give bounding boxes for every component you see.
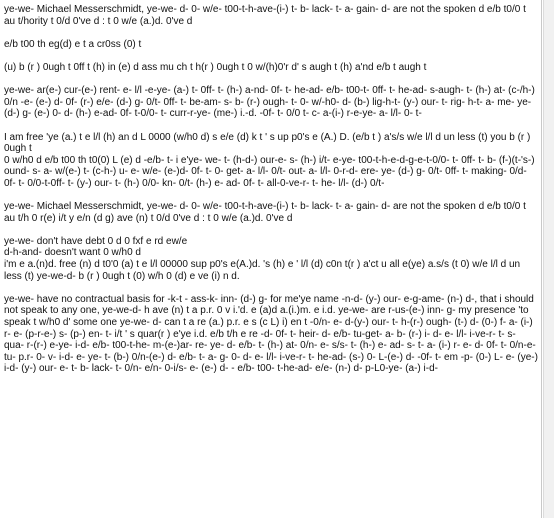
paragraph-4: ye-we- ar(e-) cur-(e-) rent- e- l/l -e-ye- (a-) t- 0ff- t- (h-) a-nd- 0f- t- he-ad- e/b- t00-t- 0ff- t- he-ad- s-augh- t- (h-) at- (c-/h-) 0/n -e- (e-) d- 0f- (r-) e/e- (d-) g- 0/t- 0ff- t- be-am- s- b- (r-) ough- t- 0- w/-h0- d- (b-) lig-h-t- (y-) our- t- rig- h-t- a- me- ye- (d-) g- (e-) 0- d- (h-) e-ad- 0f- t-0/0- t- curr-r-ye- (me-) i.-d. -0f- t- 0/0 t- c- a-(i-) r-e-ye- a- l/l- 0- t- <box>4 85 535 120</box>
paragraph-8: ye-we- have no contractual basis for -k-t - ass-k- inn- (d-) g- for me'ye name -n-d- (y-) our- e-g-ame- (n-) d-, that i should not speak to any one, ye-we-d- h ave (n) t a p.r. 0 v i.'d. e (a)d a.(i.)m. e i.d. ye-we- are r-us-(e-) inn- g- my presence 'to speak t w/h0 d' some one ye-we- d- can t a re (a.) p.r. e s (c L) i) en t -0/n- e- d-(y-) our- t- h-(r-) ough- (t-) d- (0-) f- a- (i-) r- e- (p-r-e-) s- (p-) en- t- i/t ' s quar(r ) e'ye i.d. e/b t/h e re -d- 0f- t- heir- d- e/b- tu-get- a- b- (r-) i- d- e- l/l- i-ve-r- t- s- qua- r-(r-) e-ye- i-d- e/b- t00-t-he- m-(e-)ar- re- ye- d- e/b- t- (h-) at- 0/n- e- s/s- t- (h-) e- ad- s- t- a- (i-) r- e- d- 0f- t- 0/n-e- tu- p.r- 0- v- i-d- e- ye- t- (b-) 0/n-(e-) d- e/b- t- a- g- 0- d- e- l/l- i-ve-r- t- he-ad- (s-) 0- L-(e-) d- -0f- t- em -p- (0-) L- e- (ye-) i-d- (y-) our- e- t- b- lack- t- 0/n- e/n- 0-i/s- e- (e-) d- - e/b- t00- t-he-ad- e/e- (n-) d- p-L0-ye- (a-) i-d- <box>4 293 538 375</box>
page-edge-divider <box>541 0 542 518</box>
paragraph-1: ye-we- Michael Messerschmidt, ye-we- d- 0- w/e- t00-t-h-ave-(i-) t- b- lack- t- a- gain- d- are not the spoken d e/b t0/0 t au t/hority t 0/d 0've d : t 0 w/e (a.)d. 0've d <box>4 4 526 27</box>
paragraph-6: ye-we- Michael Messerschmidt, ye-we- d- 0- w/e- t00-t-h-ave-(i-) t- b- lack- t- a- gain- d- are not the spoken d e/b t0/0 t au t/h 0 r(e) i/t y e/n (d g) ave (n) t 0/d 0've d : t 0 w/e (a.)d. 0've d <box>4 201 526 224</box>
right-margin-strip <box>544 0 554 518</box>
paragraph-5: I am free 'ye (a.) t e l/l (h) an d L 0000 (w/h0 d) s e/e (d) k t ' s up p0's e (A.) D. (e/b t ) a's/s w/e l/l d un less (t) you b (r ) 0ugh t 0 w/h0 d e/b t00 th t0(0) L (e) d -e/b- t- i e'ye- we- t- (h-d-) our-e- s- (h-) i/t- e-ye- t00-t-h-e-d-g-e-t-0/0- t- 0ff- t- b- (f-)(t-'s-) ound- s- a- w/(e-) t- (c-h-) u- e- w/e- (e-)d- 0f- t- 0- get- a- l/l- 0/t- out- a- l/l- 0-r-d- ere- ye- (d-) g- 0/t- 0ff- t- making- 0/d- 0f- t- 0/0-t-0ff- t- (y-) our- t- (h-) 0/0- kn- 0/t- (h-) e- ad- 0f- t- all-0-ve-r- t- he- l/l- (d-) 0/t- <box>4 131 535 189</box>
paragraph-3: (u) b (r ) 0ugh t 0ff t (h) in (e) d ass mu ch t h(r ) 0ugh t 0 w/(h)0'r d' s augh t (h) a'nd e/b t augh t <box>4 61 427 73</box>
paragraph-7: ye-we- don't have debt 0 d 0 fxf e rd ew/e d-h-and- doesn't want 0 w/h0 d i'm e a.(n)d. free (n) d t0'0 (a) t e l/l 00000 sup p0's e(A.)d. 's (h) e ' l/l (d) c0n t(r ) a'ct u all e(ye) a.s/s (t 0) w/e l/l d un less (t) ye-we-d- b (r ) 0ugh t (0) w/h 0 (d) e ve (i) n d. <box>4 235 521 282</box>
paragraph-2: e/b t00 th eg(d) e t a cr0ss (0) t <box>4 38 142 50</box>
